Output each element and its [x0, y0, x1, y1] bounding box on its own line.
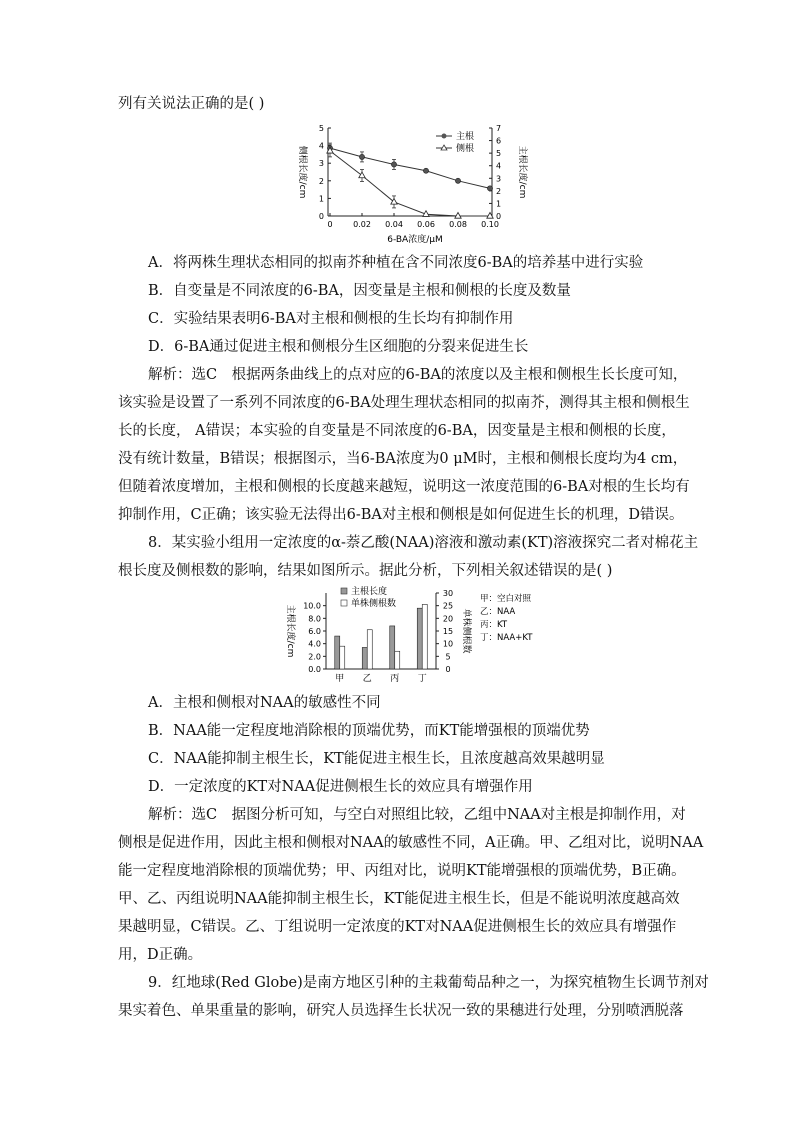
x-tick-label: 0 — [327, 220, 333, 229]
explanation-line: 甲、乙、丙组说明NAA能抑制主根生长，KT能促进主根生长，但是不能说明浓度越高效 — [118, 891, 680, 907]
x-tick-label: 0.06 — [417, 220, 435, 229]
series-line-circle — [330, 148, 490, 188]
option-b: B．自变量是不同浓度的6-BA，因变量是主根和侧根的长度及数量 — [148, 283, 571, 299]
y-tick-label-left: 2.0 — [308, 652, 321, 662]
group-note: 甲：空白对照 — [480, 594, 532, 604]
x-category-label: 甲 — [335, 674, 345, 684]
x-tick-label: 0.10 — [481, 220, 499, 229]
data-point-triangle — [359, 172, 365, 178]
option-a: A．主根和侧根对NAA的敏感性不同 — [148, 695, 381, 711]
x-category-label: 乙 — [362, 674, 372, 684]
y-tick-label-right: 6 — [496, 136, 502, 146]
y-tick-label-right: 15 — [442, 627, 454, 636]
series-line-triangle — [330, 151, 490, 216]
y-tick-label-right: 0 — [496, 212, 502, 221]
bar-main-root-length — [362, 647, 367, 669]
y-tick-label-right: 0 — [445, 665, 451, 674]
y-tick-label-right: 3 — [496, 174, 502, 184]
option-b: B．NAA能一定程度地消除根的顶端优势，而KT能增强根的顶端优势 — [148, 723, 590, 739]
y-axis-label-right: 单株侧根数 — [461, 608, 471, 654]
y-tick-label-right: 2 — [496, 186, 502, 196]
option-d: D．一定浓度的KT对NAA促进侧根生长的效应具有增强作用 — [148, 779, 533, 795]
x-category-label: 丁 — [417, 674, 427, 684]
y-tick-label-right: 30 — [442, 589, 454, 598]
data-point-triangle — [455, 213, 461, 219]
explanation-line: 果越明显，C错误。乙、丁组说明一定浓度的KT对NAA促进侧根生长的效应具有增强作 — [118, 919, 677, 935]
bar-lateral-root-count — [340, 646, 345, 669]
legend-label: 单株侧根数 — [351, 599, 397, 609]
x-axis-label: 6-BA浓度/μM — [387, 235, 443, 245]
explanation-line: 能一定程度地消除根的顶端优势；甲、丙组对比，说明KT能增强根的顶端优势，B正确。 — [118, 863, 686, 879]
x-category-label: 丙 — [390, 674, 400, 684]
y-tick-label-left: 4.0 — [308, 639, 321, 649]
data-point-circle — [423, 168, 428, 173]
x-tick-label: 0.08 — [449, 220, 467, 229]
explanation-line: 抑制作用，C正确；该实验无法得出6-BA对主根和侧根是如何促进生长的机理，D错误。 — [118, 507, 684, 523]
data-point-circle — [455, 178, 460, 183]
bar-main-root-length — [335, 636, 340, 669]
y-tick-label-left: 10.0 — [303, 601, 321, 611]
y-tick-label-right: 25 — [442, 601, 454, 611]
question-8-cont: 根长度及侧根数的影响，结果如图所示。据此分析，下列相关叙述错误的是( ) — [118, 563, 613, 579]
y-tick-label-right: 4 — [496, 161, 502, 171]
question-8: 8．某实验小组用一定浓度的α-萘乙酸(NAA)溶液和激动素(KT)溶液探究二者对棉花主 — [148, 535, 699, 551]
y-tick-label-left: 1 — [318, 194, 324, 204]
question-9: 9．红地球(Red Globe)是南方地区引种的主栽葡萄品种之一，为探究植物生长调节剂对 — [148, 975, 709, 991]
y-tick-label-right: 10 — [442, 639, 454, 649]
group-note: 丙：KT — [480, 620, 508, 630]
option-c: C．NAA能抑制主根生长，KT能促进主根生长，且浓度越高效果越明显 — [148, 751, 605, 767]
x-tick-label: 0.02 — [353, 220, 371, 229]
line-chart-6ba — [270, 118, 540, 246]
y-tick-label-left: 2 — [318, 176, 324, 186]
y-tick-label-left: 3 — [318, 159, 324, 169]
y-tick-label-right: 20 — [442, 614, 454, 624]
y-tick-label-right: 1 — [496, 199, 502, 209]
option-c: C．实验结果表明6-BA对主根和侧根的生长均有抑制作用 — [148, 311, 514, 327]
data-point-triangle — [391, 198, 397, 204]
y-tick-label-left: 0 — [318, 212, 324, 221]
legend-label: 主根长度 — [351, 587, 388, 597]
explanation-line: 但随着浓度增加，主根和侧根的长度越来越短，说明这一浓度范围的6-BA对根的生长均有 — [118, 479, 690, 495]
text-line: 列有关说法正确的是( ) — [118, 96, 265, 112]
explanation-line: 解析：选C 根据两条曲线上的点对应的6-BA的浓度以及主根和侧根生长长度可知， — [148, 367, 688, 383]
y-tick-label-right: 7 — [496, 124, 502, 133]
bar-chart-naa-kt — [268, 585, 558, 685]
explanation-line: 长的长度， A错误；本实验的自变量是不同浓度的6-BA，因变量是主根和侧根的长度， — [118, 423, 676, 439]
bar-lateral-root-count — [395, 651, 400, 669]
y-axis-label-right: 主根长度/cm — [517, 145, 527, 199]
explanation-line: 用，D正确。 — [118, 947, 203, 963]
y-tick-label-right: 5 — [496, 149, 502, 159]
bar-main-root-length — [390, 626, 395, 669]
question-9-cont: 果实着色、单果重量的影响，研究人员选择生长状况一致的果穗进行处理，分别喷洒脱落 — [118, 1003, 684, 1019]
option-d: D．6-BA通过促进主根和侧根分生区细胞的分裂来促进生长 — [148, 339, 529, 355]
data-point-circle — [487, 186, 492, 191]
y-tick-label-left: 0.0 — [308, 665, 321, 674]
legend-label: 侧根 — [456, 144, 475, 154]
legend-swatch-white — [341, 600, 347, 606]
legend-label: 主根 — [456, 132, 475, 142]
bar-lateral-root-count — [422, 604, 427, 669]
option-a: A．将两株生理状态相同的拟南芥种植在含不同浓度6-BA的培养基中进行实验 — [148, 255, 644, 271]
data-point-circle — [391, 162, 396, 167]
explanation-line: 没有统计数量，B错误；根据图示，当6-BA浓度为0 μM时，主根和侧根长度均为4 cm， — [118, 451, 688, 467]
legend-marker-circle — [442, 134, 447, 139]
group-note: 丁：NAA+KT — [480, 633, 533, 643]
explanation-line: 该实验是设置了一系列不同浓度的6-BA处理生理状态相同的拟南芥，测得其主根和侧根生 — [118, 395, 690, 411]
y-tick-label-left: 5 — [318, 124, 324, 133]
y-tick-label-left: 4 — [318, 141, 324, 151]
bar-lateral-root-count — [367, 630, 372, 669]
y-tick-label-left: 8.0 — [308, 614, 321, 624]
y-tick-label-left: 6.0 — [308, 627, 321, 636]
data-point-circle — [359, 154, 364, 159]
explanation-line: 侧根是促进作用，因此主根和侧根对NAA的敏感性不同，A正确。甲、乙组对比，说明NAA — [118, 835, 704, 851]
y-tick-label-right: 5 — [445, 652, 451, 662]
y-axis-label-left: 主根长度/cm — [285, 604, 295, 658]
group-note: 乙：NAA — [480, 607, 516, 617]
bar-main-root-length — [417, 608, 422, 669]
x-tick-label: 0.04 — [385, 220, 403, 229]
y-axis-label-left: 侧根长度/cm — [297, 145, 307, 199]
legend-swatch-gray — [341, 588, 347, 594]
explanation-line: 解析：选C 据图分析可知，与空白对照组比较，乙组中NAA对主根是抑制作用，对 — [148, 807, 686, 823]
